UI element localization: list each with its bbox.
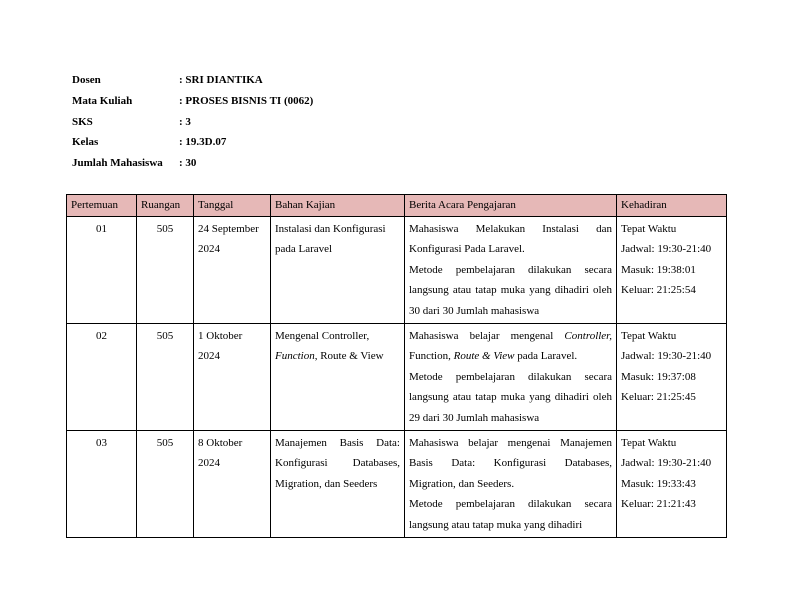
kehadiran-status: Tepat Waktu bbox=[621, 330, 677, 343]
header-berita-acara: Berita Acara Pengajaran bbox=[405, 195, 617, 217]
kehadiran-masuk: Masuk: 19:37:08 bbox=[621, 370, 696, 383]
kehadiran-masuk: Masuk: 19:33:43 bbox=[621, 477, 696, 490]
bahan-text-b: Function bbox=[275, 350, 315, 363]
kelas-label: Kelas bbox=[72, 136, 99, 149]
cell-ruangan: 505 bbox=[137, 217, 194, 324]
sks-value: : 3 bbox=[179, 115, 191, 128]
kehadiran-jadwal: Jadwal: 19:30-21:40 bbox=[621, 243, 712, 256]
dosen-label: Dosen bbox=[72, 74, 101, 86]
cell-pertemuan: 02 bbox=[67, 324, 137, 431]
table-row bbox=[67, 324, 727, 431]
cell-ruangan: 505 bbox=[137, 324, 194, 431]
kehadiran-status: Tepat Waktu bbox=[621, 437, 677, 450]
header-bahan-kajian: Bahan Kajian bbox=[271, 195, 405, 217]
attendance-table bbox=[66, 194, 727, 538]
cell-tanggal: 24 September 2024 bbox=[194, 217, 271, 324]
jumlah-value: : 30 bbox=[179, 157, 197, 170]
bahan-text-a: Mengenal Controller, bbox=[275, 330, 370, 343]
cell-bahan-kajian: Instalasi dan Konfigurasi pada Laravel bbox=[271, 217, 405, 324]
berita-paragraph-1: Mahasiswa belajar mengenai Manajemen Basis Data: Konfigurasi Databases, Migration, dan Seeders. bbox=[409, 437, 612, 490]
header-tanggal: Tanggal bbox=[194, 195, 271, 217]
cell-pertemuan: 03 bbox=[67, 431, 137, 538]
cell-tanggal: 1 Oktober 2024 bbox=[194, 324, 271, 431]
sks-label: SKS bbox=[72, 115, 93, 128]
kehadiran-keluar: Keluar: 21:25:45 bbox=[621, 391, 696, 404]
berita-text-c: Function, bbox=[409, 350, 454, 363]
kehadiran-keluar: Keluar: 21:21:43 bbox=[621, 498, 696, 511]
berita-text-a: Mahasiswa belajar mengenal bbox=[409, 330, 565, 343]
table-header-row bbox=[67, 195, 727, 217]
header-pertemuan: Pertemuan bbox=[67, 195, 137, 217]
cell-berita-acara bbox=[405, 324, 617, 431]
info-row-dosen bbox=[72, 70, 313, 91]
kehadiran-jadwal: Jadwal: 19:30-21:40 bbox=[621, 350, 712, 363]
info-row-matkul bbox=[72, 91, 313, 112]
berita-paragraph-1 bbox=[409, 326, 612, 367]
kehadiran-status: Tepat Waktu bbox=[621, 223, 677, 235]
cell-kehadiran bbox=[617, 324, 727, 431]
cell-pertemuan: 01 bbox=[67, 217, 137, 324]
berita-text-b: Controller, bbox=[564, 330, 612, 343]
table-row bbox=[67, 431, 727, 538]
cell-bahan-kajian bbox=[271, 324, 405, 431]
kehadiran-masuk: Masuk: 19:38:01 bbox=[621, 263, 696, 276]
matkul-label: Mata Kuliah bbox=[72, 94, 133, 107]
bahan-text-c: , Route & View bbox=[314, 350, 384, 363]
cell-berita-acara bbox=[405, 431, 617, 538]
course-info bbox=[72, 70, 313, 174]
info-row-jumlah bbox=[72, 153, 313, 174]
berita-paragraph-1: Mahasiswa Melakukan Instalasi dan Konfigurasi Pada Laravel. bbox=[409, 223, 612, 256]
info-row-kelas bbox=[72, 132, 313, 153]
cell-bahan-kajian: Manajemen Basis Data: Konfigurasi Databases, Migration, dan Seeders bbox=[271, 431, 405, 538]
cell-ruangan: 505 bbox=[137, 431, 194, 538]
berita-text-d: Route & View bbox=[453, 350, 515, 363]
cell-berita-acara bbox=[405, 217, 617, 324]
kelas-value: : 19.3D.07 bbox=[179, 136, 227, 149]
kehadiran-jadwal: Jadwal: 19:30-21:40 bbox=[621, 457, 712, 470]
kehadiran-keluar: Keluar: 21:25:54 bbox=[621, 284, 696, 297]
berita-text-e: pada Laravel. bbox=[514, 350, 578, 363]
table-row bbox=[67, 217, 727, 324]
berita-paragraph-2: Metode pembelajaran dilakukan secara langsung atau tatap muka yang dihadiri oleh 30 dari 30 Jumlah mahasiswa bbox=[409, 263, 612, 317]
cell-tanggal: 8 Oktober 2024 bbox=[194, 431, 271, 538]
dosen-value: : SRI DIANTIKA bbox=[179, 74, 263, 86]
header-kehadiran: Kehadiran bbox=[617, 195, 727, 217]
jumlah-label: Jumlah Mahasiswa bbox=[72, 157, 163, 170]
cell-kehadiran bbox=[617, 431, 727, 538]
header-ruangan: Ruangan bbox=[137, 195, 194, 217]
berita-paragraph-2: Metode pembelajaran dilakukan secara langsung atau tatap muka yang dihadiri bbox=[409, 498, 612, 531]
info-row-sks bbox=[72, 112, 313, 133]
berita-paragraph-2: Metode pembelajaran dilakukan secara langsung atau tatap muka yang dihadiri oleh 29 dari 30 Jumlah mahasiswa bbox=[409, 370, 612, 424]
matkul-value: : PROSES BISNIS TI (0062) bbox=[179, 94, 314, 107]
cell-kehadiran bbox=[617, 217, 727, 324]
